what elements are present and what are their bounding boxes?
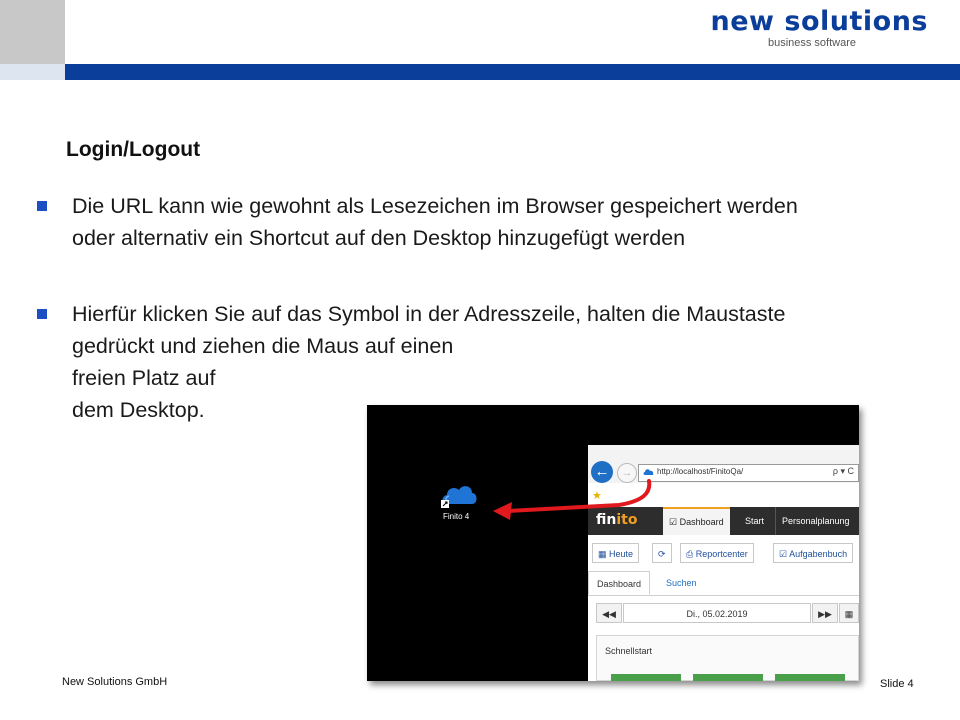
next-date-button[interactable]: ▶▶ bbox=[812, 603, 838, 623]
nav-tab-personalplanung[interactable]: Personalplanung bbox=[775, 507, 856, 535]
logo-sub-text: business software bbox=[767, 37, 856, 49]
logo-main-text: new solutions bbox=[710, 6, 928, 37]
nav-tab-label: Dashboard bbox=[679, 517, 724, 527]
header-bar bbox=[65, 64, 960, 80]
panel-title: Schnellstart bbox=[605, 646, 653, 656]
back-arrow-icon[interactable]: ← bbox=[591, 461, 613, 483]
bullet-square-icon bbox=[37, 201, 47, 211]
bullet-text-1 bbox=[72, 190, 932, 254]
corner-decoration-light bbox=[0, 64, 65, 80]
footer-company: New Solutions GmbH bbox=[62, 676, 168, 688]
favorites-star-icon[interactable]: ★ bbox=[592, 490, 602, 502]
nav-tab-start[interactable]: Start bbox=[745, 516, 765, 526]
brand-part-a: fin bbox=[596, 512, 617, 528]
bullet-2-line-1: Hierfür klicken Sie auf das Symbol in der Adresszeile, halten die Maustaste bbox=[72, 302, 786, 326]
heute-button[interactable]: ▦ Heute bbox=[592, 543, 639, 563]
bullet-1-line-2: oder alternativ ein Shortcut auf den Desktop hinzugefügt werden bbox=[72, 226, 686, 250]
address-url[interactable]: http://localhost/FinitoQa/ bbox=[657, 467, 744, 476]
footer-slide-number: Slide 4 bbox=[880, 678, 914, 690]
desktop-icon-label[interactable]: Finito 4 bbox=[443, 512, 470, 521]
date-field[interactable]: Di., 05.02.2019 bbox=[623, 603, 811, 623]
search-refresh-icons[interactable]: ρ ▾ C bbox=[832, 466, 854, 476]
bullet-2-line-2: gedrückt und ziehen die Maus auf einen bbox=[72, 334, 454, 358]
forward-arrow-icon[interactable]: → bbox=[617, 463, 637, 483]
drag-arrow-icon bbox=[367, 405, 859, 681]
bullet-square-icon bbox=[37, 309, 47, 319]
slide-title: Login/Logout bbox=[66, 138, 201, 161]
aufgabenbuch-label: Aufgabenbuch bbox=[789, 549, 848, 559]
tab-suchen[interactable]: Suchen bbox=[666, 578, 697, 588]
calendar-icon[interactable]: ▦ bbox=[839, 603, 859, 623]
embedded-screenshot bbox=[367, 405, 859, 681]
bullet-1-line-1: Die URL kann wie gewohnt als Lesezeichen im Browser gespeichert werden bbox=[72, 194, 798, 218]
corner-decoration bbox=[0, 0, 65, 64]
nav-tab-dashboard[interactable]: ☑ Dashboard bbox=[663, 507, 730, 535]
heute-label: Heute bbox=[609, 549, 634, 559]
tab-dashboard[interactable]: Dashboard bbox=[588, 571, 650, 595]
brand-part-b: ito bbox=[616, 512, 638, 528]
reportcenter-button[interactable]: ⎙ Reportcenter bbox=[680, 543, 754, 563]
bullet-2-line-3: freien Platz auf bbox=[72, 366, 216, 390]
reportcenter-label: Reportcenter bbox=[695, 549, 748, 559]
company-logo bbox=[668, 6, 928, 49]
previous-date-button[interactable]: ◀◀ bbox=[596, 603, 622, 623]
bullet-2-line-4: dem Desktop. bbox=[72, 398, 205, 422]
refresh-button[interactable]: ⟳ bbox=[652, 543, 672, 563]
aufgabenbuch-button[interactable]: ☑ Aufgabenbuch bbox=[773, 543, 853, 563]
